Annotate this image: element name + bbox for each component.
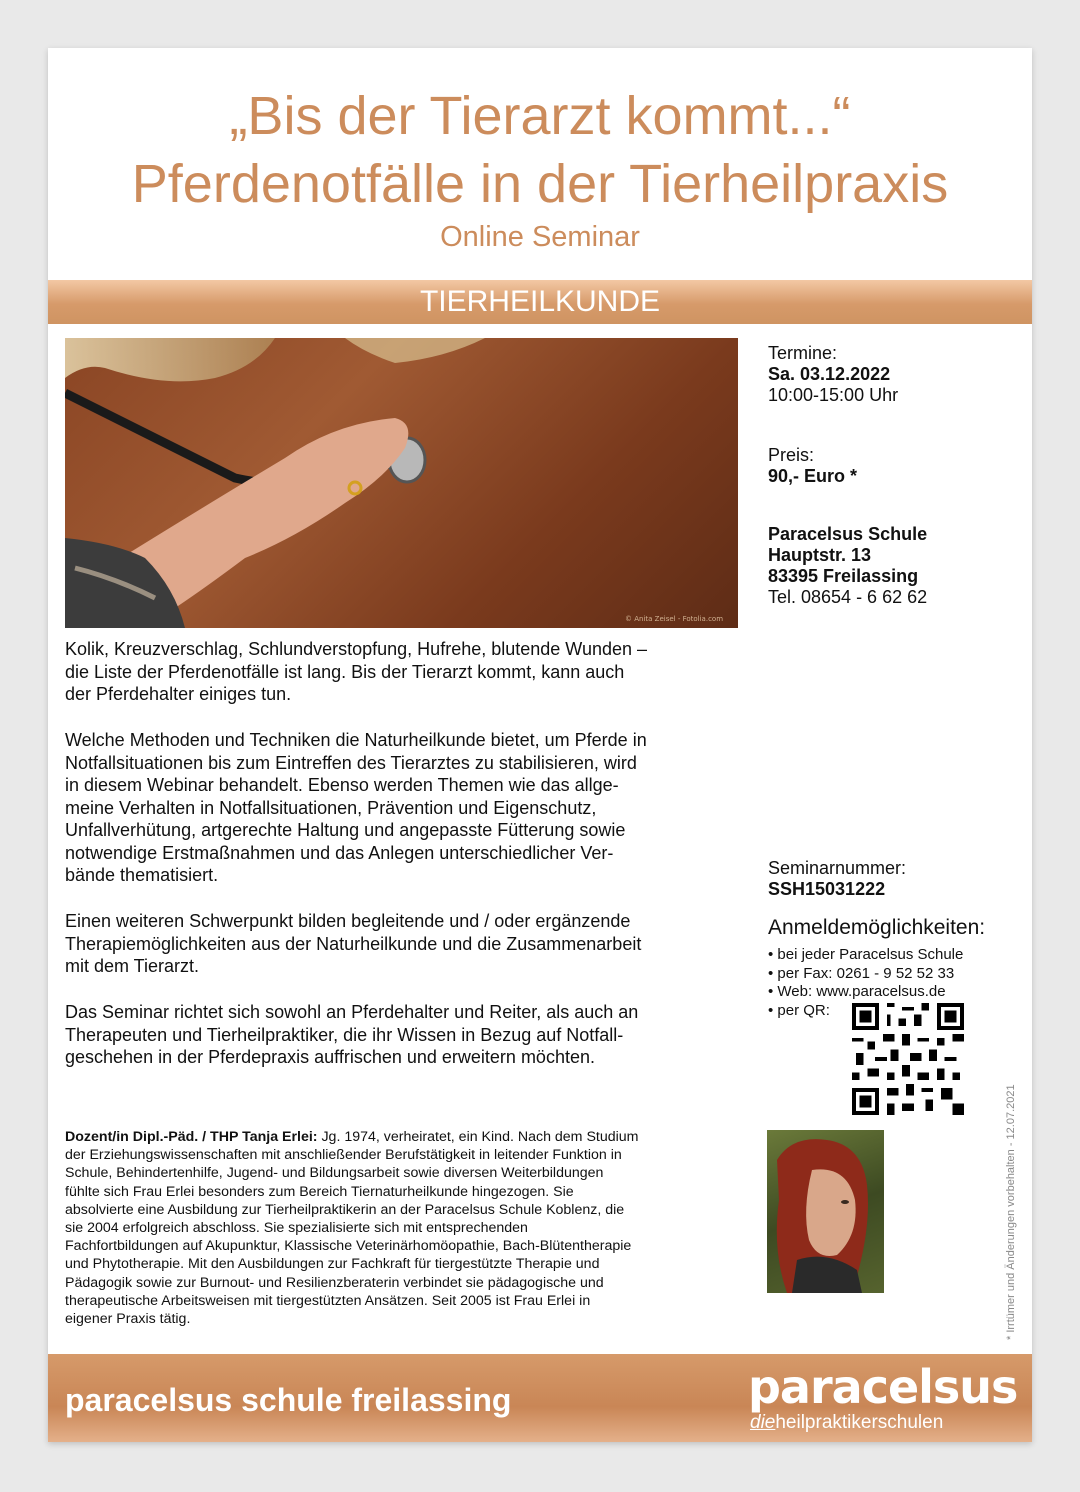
- termine-label: Termine:: [768, 343, 838, 363]
- registration-item: • bei jeder Paracelsus Schule: [768, 946, 964, 963]
- disclaimer-note: * Irrtümer und Änderungen vorbehalten - 12.07.2021: [1005, 1084, 1017, 1340]
- photo-credit: © Anita Zeisel - Fotolia.com: [625, 615, 724, 623]
- phone: Tel. 08654 - 6 62 62: [768, 587, 928, 607]
- description-p1: Kolik, Kreuzverschlag, Schlundverstopfung, Hufrehe, blutende Wunden – die Liste der Pferdenotfälle ist lang. Bis der Tierarzt kommt, kann auch der Pferdehalter einiges tun.: [65, 639, 648, 704]
- time: 10:00-15:00 Uhr: [768, 385, 899, 405]
- dates-block: [768, 343, 898, 406]
- street: Hauptstr. 13: [768, 545, 872, 565]
- seminar-number-block: [768, 858, 906, 900]
- lecturer-portrait: [767, 1130, 884, 1293]
- preis-label: Preis:: [768, 445, 815, 465]
- paracelsus-logo: paracelsus: [748, 1360, 1018, 1414]
- registration-item: • per Fax: 0261 - 9 52 52 33: [768, 964, 955, 982]
- subtitle: Online Seminar: [440, 221, 640, 253]
- city: 83395 Freilassing: [768, 566, 919, 586]
- logo-tagline: dieheilpraktikerschulen: [750, 1412, 944, 1433]
- price-block: [768, 445, 857, 487]
- flyer-page: [48, 48, 1032, 1442]
- seminar-label: Seminarnummer:: [768, 858, 907, 878]
- lecturer-bio: Dozent/in Dipl.-Päd. / THP Tanja Erlei: Jg. 1974, verheiratet, ein Kind. Nach dem Studium der Erziehungswissenschaften mit anschließender Berufstätigkeit in leitender Funktion in Schule, Behindertenhilfe, Jugend- und Bildungsarbeit sowie diversen Weiterbildungen fühlte sich Frau Erlei besonders zum Bereich Tiernaturheilkunde hingezogen. Sie absolvierte eine Ausbildung zur Tierheilpraktikerin an der Paracelsus Schule Koblenz, die sie 2004 erfolgreich abschloss. Sie spezialisierte sich mit entsprechenden Fachfortbildungen auf Akupunktur, Klassische Veterinärhomöopathie, Bach-Blütentherapie und Phytotherapie. Mit den Ausbildungen zur Fachkraft für tiergestützte Therapie und Pädagogik sowie zur Burnout- und Resilienzberaterin verbindet sie pädagogische und therapeutische Arbeitsweisen mit tiergestützten Ansätzen. Seit 2005 ist Frau Erlei in eigener Praxis tätig.: [65, 1129, 639, 1328]
- registration-item[interactable]: • Web: www.paracelsus.de: [768, 983, 946, 1000]
- description-p2: Welche Methoden und Techniken die Naturheilkunde bietet, um Pferde in Notfallsituationen bis zum Eintreffen des Tierarztes zu stabilisieren, wird in diesem Webinar behandelt. Ebenso werden Themen wie das allge- meine Verhalten in Notfallsituationen, Prävention und Eigenschutz, Unfallverhütung, artgerechte Haltung und angepasste Fütterung sowie notwendige Erstmaßnahmen und das Anlegen unterschiedlicher Ver- bände thematisiert.: [65, 730, 647, 885]
- title-line-2: Pferdenotfälle in der Tierheilpraxis: [131, 154, 949, 214]
- title-line-1: „Bis der Tierarzt kommt...“: [229, 86, 851, 146]
- category-banner: TIERHEILKUNDE: [48, 280, 1032, 324]
- horse-stethoscope-photo: [65, 338, 738, 628]
- price: 90,- Euro *: [768, 466, 858, 486]
- date: Sa. 03.12.2022: [768, 364, 891, 384]
- description-p4: Das Seminar richtet sich sowohl an Pferdehalter und Reiter, als auch an Therapeuten und Tierheilpraktiker, die ihr Wissen in Bezug auf Notfall- geschehen in der Pferdepraxis auffrischen und erweitern möchten.: [65, 1002, 639, 1067]
- address-block: [768, 524, 927, 608]
- registration-heading: Anmeldemöglichkeiten:: [768, 916, 986, 939]
- school-footer-name: paracelsus schule freilassing: [65, 1382, 512, 1418]
- seminar-number: SSH15031222: [768, 879, 886, 899]
- footer-bar: [48, 1354, 1032, 1442]
- qr-code-icon[interactable]: [851, 1003, 965, 1115]
- registration-item: • per QR:: [768, 1001, 830, 1019]
- school-name: Paracelsus Schule: [768, 524, 928, 544]
- description-p3: Einen weiteren Schwerpunkt bilden begleitende und / oder ergänzende Therapiemöglichkeiten aus der Naturheilkunde und die Zusammenarbeit mit dem Tierarzt.: [65, 911, 642, 976]
- lecturer-label: Dozent/in Dipl.-Päd. / THP Tanja Erlei:: [65, 1129, 318, 1145]
